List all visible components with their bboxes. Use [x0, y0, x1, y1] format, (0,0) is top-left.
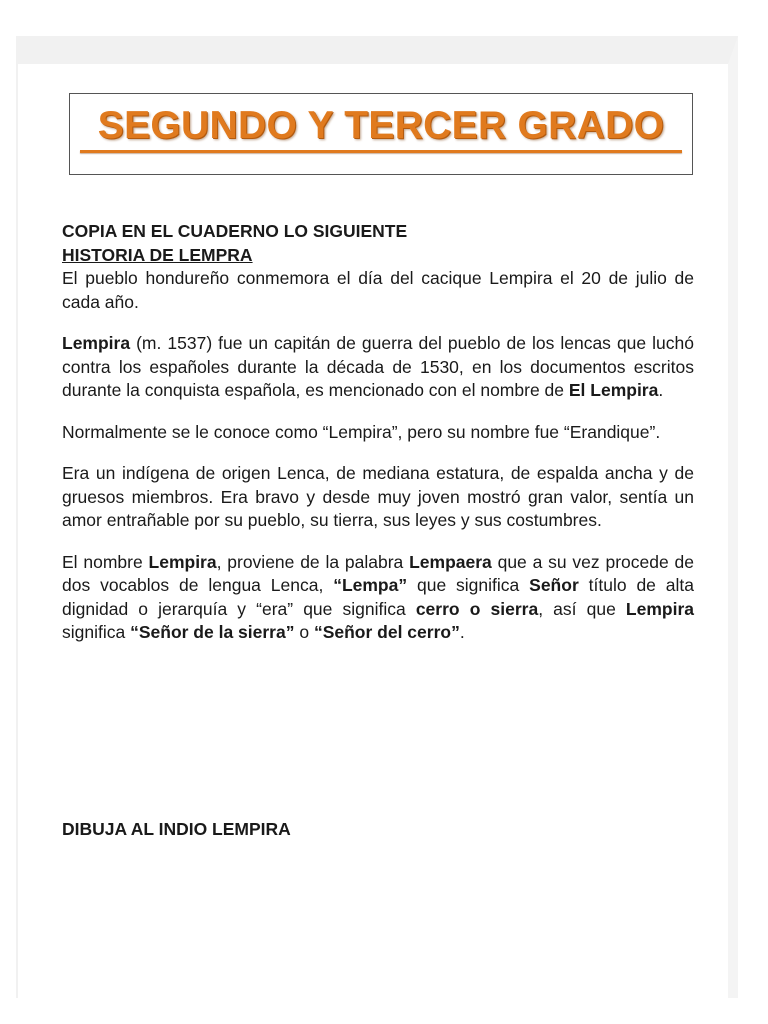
title-box: [69, 93, 693, 175]
bold-text: Lempira: [625, 598, 694, 619]
text: .: [658, 380, 664, 400]
instruction-heading: COPIA EN EL CUADERNO LO SIGUIENTE: [62, 221, 408, 241]
bold-text: Lempira: [62, 333, 131, 353]
bold-text: “Lempa”: [333, 575, 408, 595]
text: título de alta dignidad o jerarquía y “era” que significa: [62, 575, 694, 619]
title-underline: [80, 150, 682, 153]
section-title: HISTORIA DE LEMPRA: [62, 244, 253, 265]
paragraph-5: [62, 551, 694, 645]
text: (m. 1537) fue un capitán de guerra del pueblo de los lencas que luchó contra los españoles durante la década de 1530, en los documentos escritos durante la conquista española, es mencionado con el nombre de: [62, 333, 694, 400]
bold-text: Señor: [529, 575, 579, 595]
text: , así que: [538, 598, 626, 619]
text: significa: [62, 622, 131, 642]
page-title: SEGUNDO Y TERCER GRADO: [97, 104, 665, 147]
bold-text: “Señor del cerro”: [313, 622, 460, 642]
text: .: [459, 622, 465, 642]
document-body: [62, 220, 694, 663]
text: que a su vez procede de dos vocablos de lengua Lenca,: [62, 551, 694, 595]
paragraph-2: [62, 332, 694, 403]
background-strip: [0, 0, 768, 40]
text: que significa: [407, 575, 530, 595]
paragraph-1: El pueblo hondureño conmemora el día del cacique Lempira el 20 de julio de cada año.: [62, 268, 694, 312]
paragraph-3: Normalmente se le conoce como “Lempira”, pero su nombre fue “Erandique”.: [62, 421, 661, 442]
bold-text: Lempira: [148, 551, 217, 572]
drawing-instruction: DIBUJA AL INDIO LEMPIRA: [62, 819, 291, 839]
bold-text: cerro o sierra: [415, 598, 539, 619]
bold-text: “Señor de la sierra”: [130, 622, 295, 642]
bold-text: El Lempira: [568, 380, 659, 400]
text: o: [294, 622, 314, 642]
bold-text: Lempaera: [409, 551, 492, 572]
text: , proviene de la palabra: [216, 551, 410, 572]
paragraph-4: Era un indígena de origen Lenca, de mediana estatura, de espalda ancha y de gruesos miembros. Era bravo y desde muy joven mostró gran valor, sentía un amor entrañable por su pueblo, su tierra, sus leyes y sus costumbres.: [62, 463, 694, 530]
text: El nombre: [62, 551, 149, 572]
